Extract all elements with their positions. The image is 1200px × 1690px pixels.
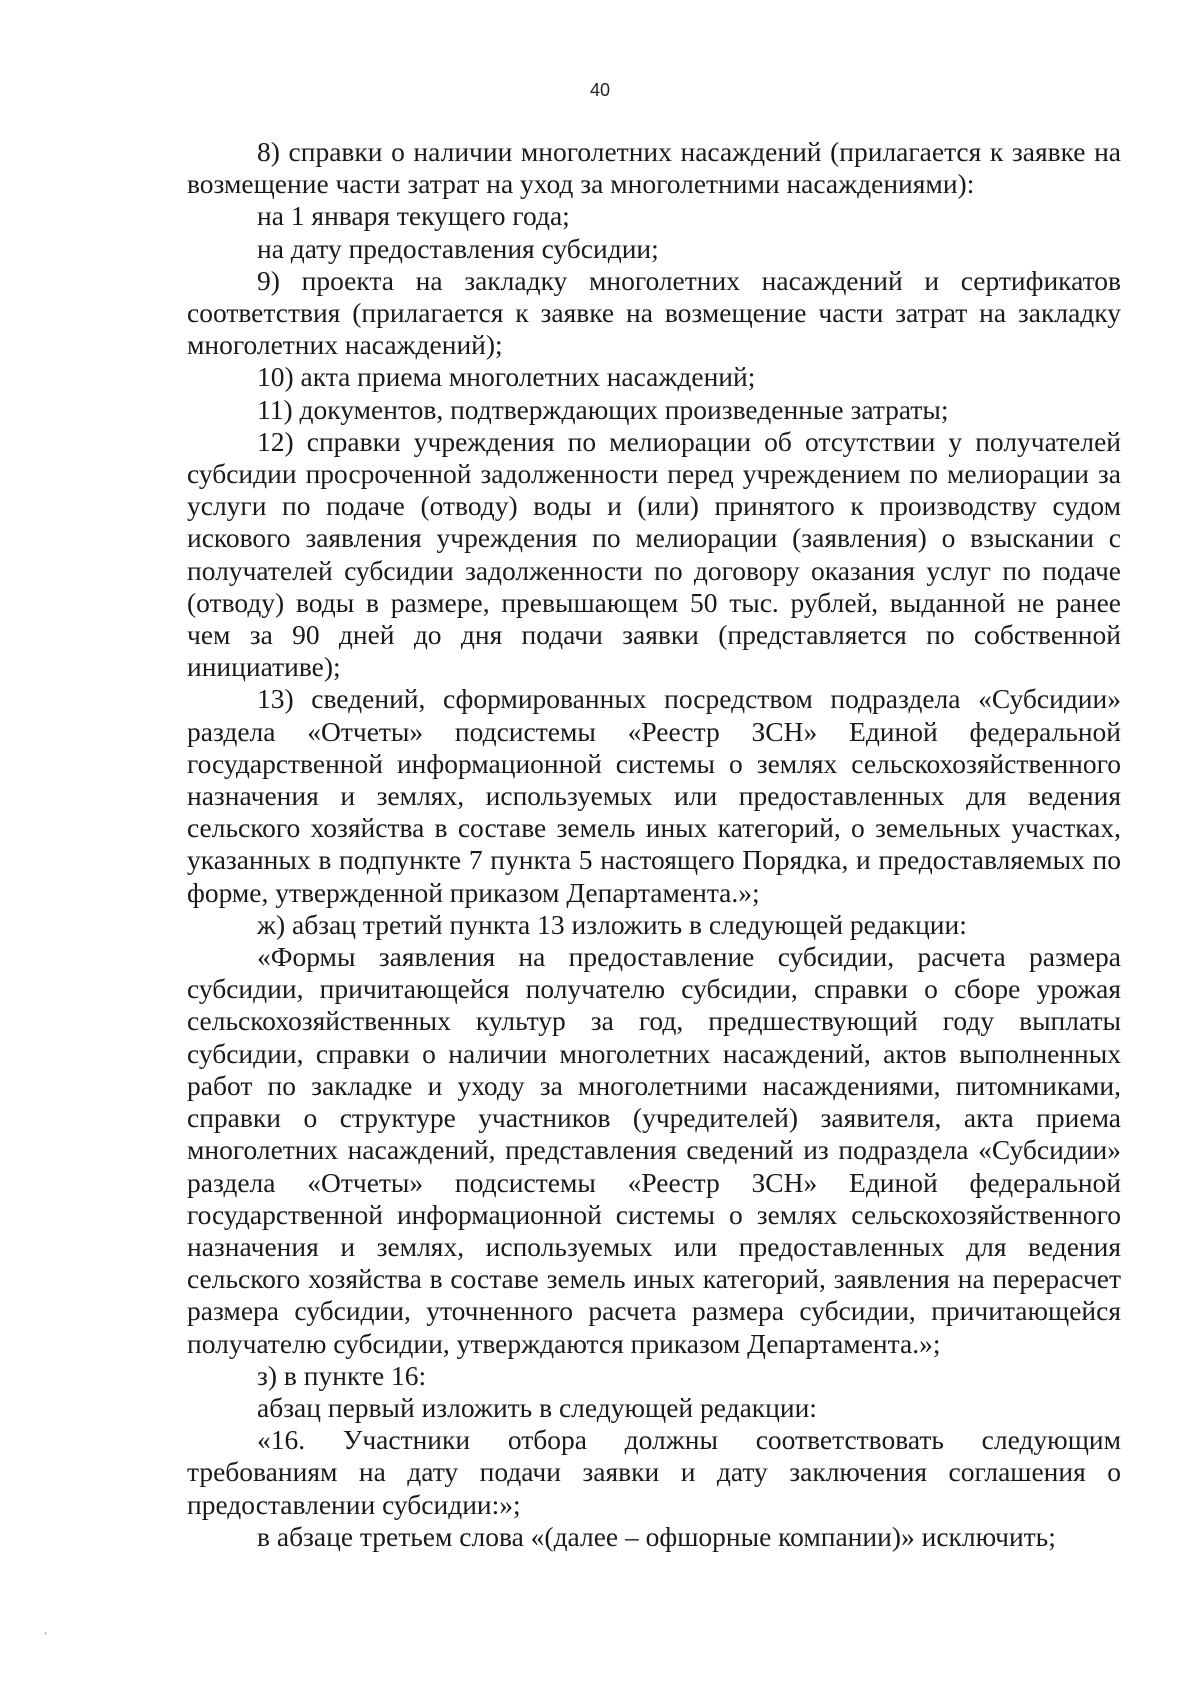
document-body <box>187 136 1121 1553</box>
page-number: 40 <box>589 80 611 100</box>
paragraph-third-abzats: в абзаце третьем слова «(далее – офшорные компании)» исключить; <box>257 1520 1056 1552</box>
paragraph-first-abzats: абзац первый изложить в следующей редакции: <box>257 1391 817 1423</box>
paragraph-item-9: 9) проекта на закладку многолетних насаждений и сертификатов соответствия (прилагается к заявке на возмещение части затрат на закладку многолетних насаждений); <box>187 264 1121 361</box>
paragraph-item-16-quote: «16. Участники отбора должны соответствовать следующим требованиям на дату подачи заявки и дату заключения соглашения о предоставлении субсидии:»; <box>187 1424 1121 1520</box>
paragraph-date-subsidy: на дату предоставления субсидии; <box>257 232 659 264</box>
paragraph-amendment-z: з) в пункте 16: <box>257 1359 427 1391</box>
paragraph-forms-quote: «Формы заявления на предоставление субсидии, расчета размера субсидии, причитающейся получателю субсидии, справки о сборе урожая сельскохозяйственных культур за год, предшествующий году выплаты субсидии, справки о наличии многолетних насаждений, актов выполненных работ по закладке и уходу за многолетними насаждениями, питомниками, справки о структуре участников (учредителей) заявителя, акта приема многолетних насаждений, представления сведений из подраздела «Субсидии» раздела «Отчеты» подсистемы «Реестр ЗСН» Единой федеральной государственной информационной системы о землях сельскохозяйственного назначения и землях, используемых или предоставленных для ведения сельского хозяйства в составе земель иных категорий, заявления на перерасчет размера субсидии, уточненного расчета размера субсидии, причитающейся получателю субсидии, утверждаются приказом Департамента.»; <box>187 941 1121 1359</box>
scan-dust-mark <box>44 1632 47 1635</box>
paragraph-item-13: 13) сведений, сформированных посредством подраздела «Субсидии» раздела «Отчеты» подсистемы «Реестр ЗСН» Единой федеральной государственной информационной системы о землях сельскохозяйственного назначения и землях, используемых или предоставленных для ведения сельского хозяйства в составе земель иных категорий, о земельных участках, указанных в подпункте 7 пункта 5 настоящего Порядка, и предоставляемых по форме, утвержденной приказом Департамента.»; <box>187 683 1121 908</box>
paragraph-date-jan-1: на 1 января текущего года; <box>257 200 570 232</box>
paragraph-item-8: 8) справки о наличии многолетних насаждений (прилагается к заявке на возмещение части затрат на уход за многолетними насаждениями): <box>187 136 1121 200</box>
paragraph-item-12: 12) справки учреждения по мелиорации об отсутствии у получателей субсидии просроченной задолженности перед учреждением по мелиорации за услуги по подаче (отводу) воды и (или) принятого к производству судом искового заявления учреждения по мелиорации (заявления) о взыскании с получателей субсидии задолженности по договору оказания услуг по подаче (отводу) воды в размере, превышающем 50 тыс. рублей, выданной не ранее чем за 90 дней до дня подачи заявки (представляется по собственной инициативе); <box>187 425 1121 683</box>
paragraph-item-11: 11) документов, подтверждающих произведенные затраты; <box>257 393 949 425</box>
paragraph-amendment-zh: ж) абзац третий пункта 13 изложить в следующей редакции: <box>257 908 967 940</box>
paragraph-item-10: 10) акта приема многолетних насаждений; <box>257 361 756 393</box>
